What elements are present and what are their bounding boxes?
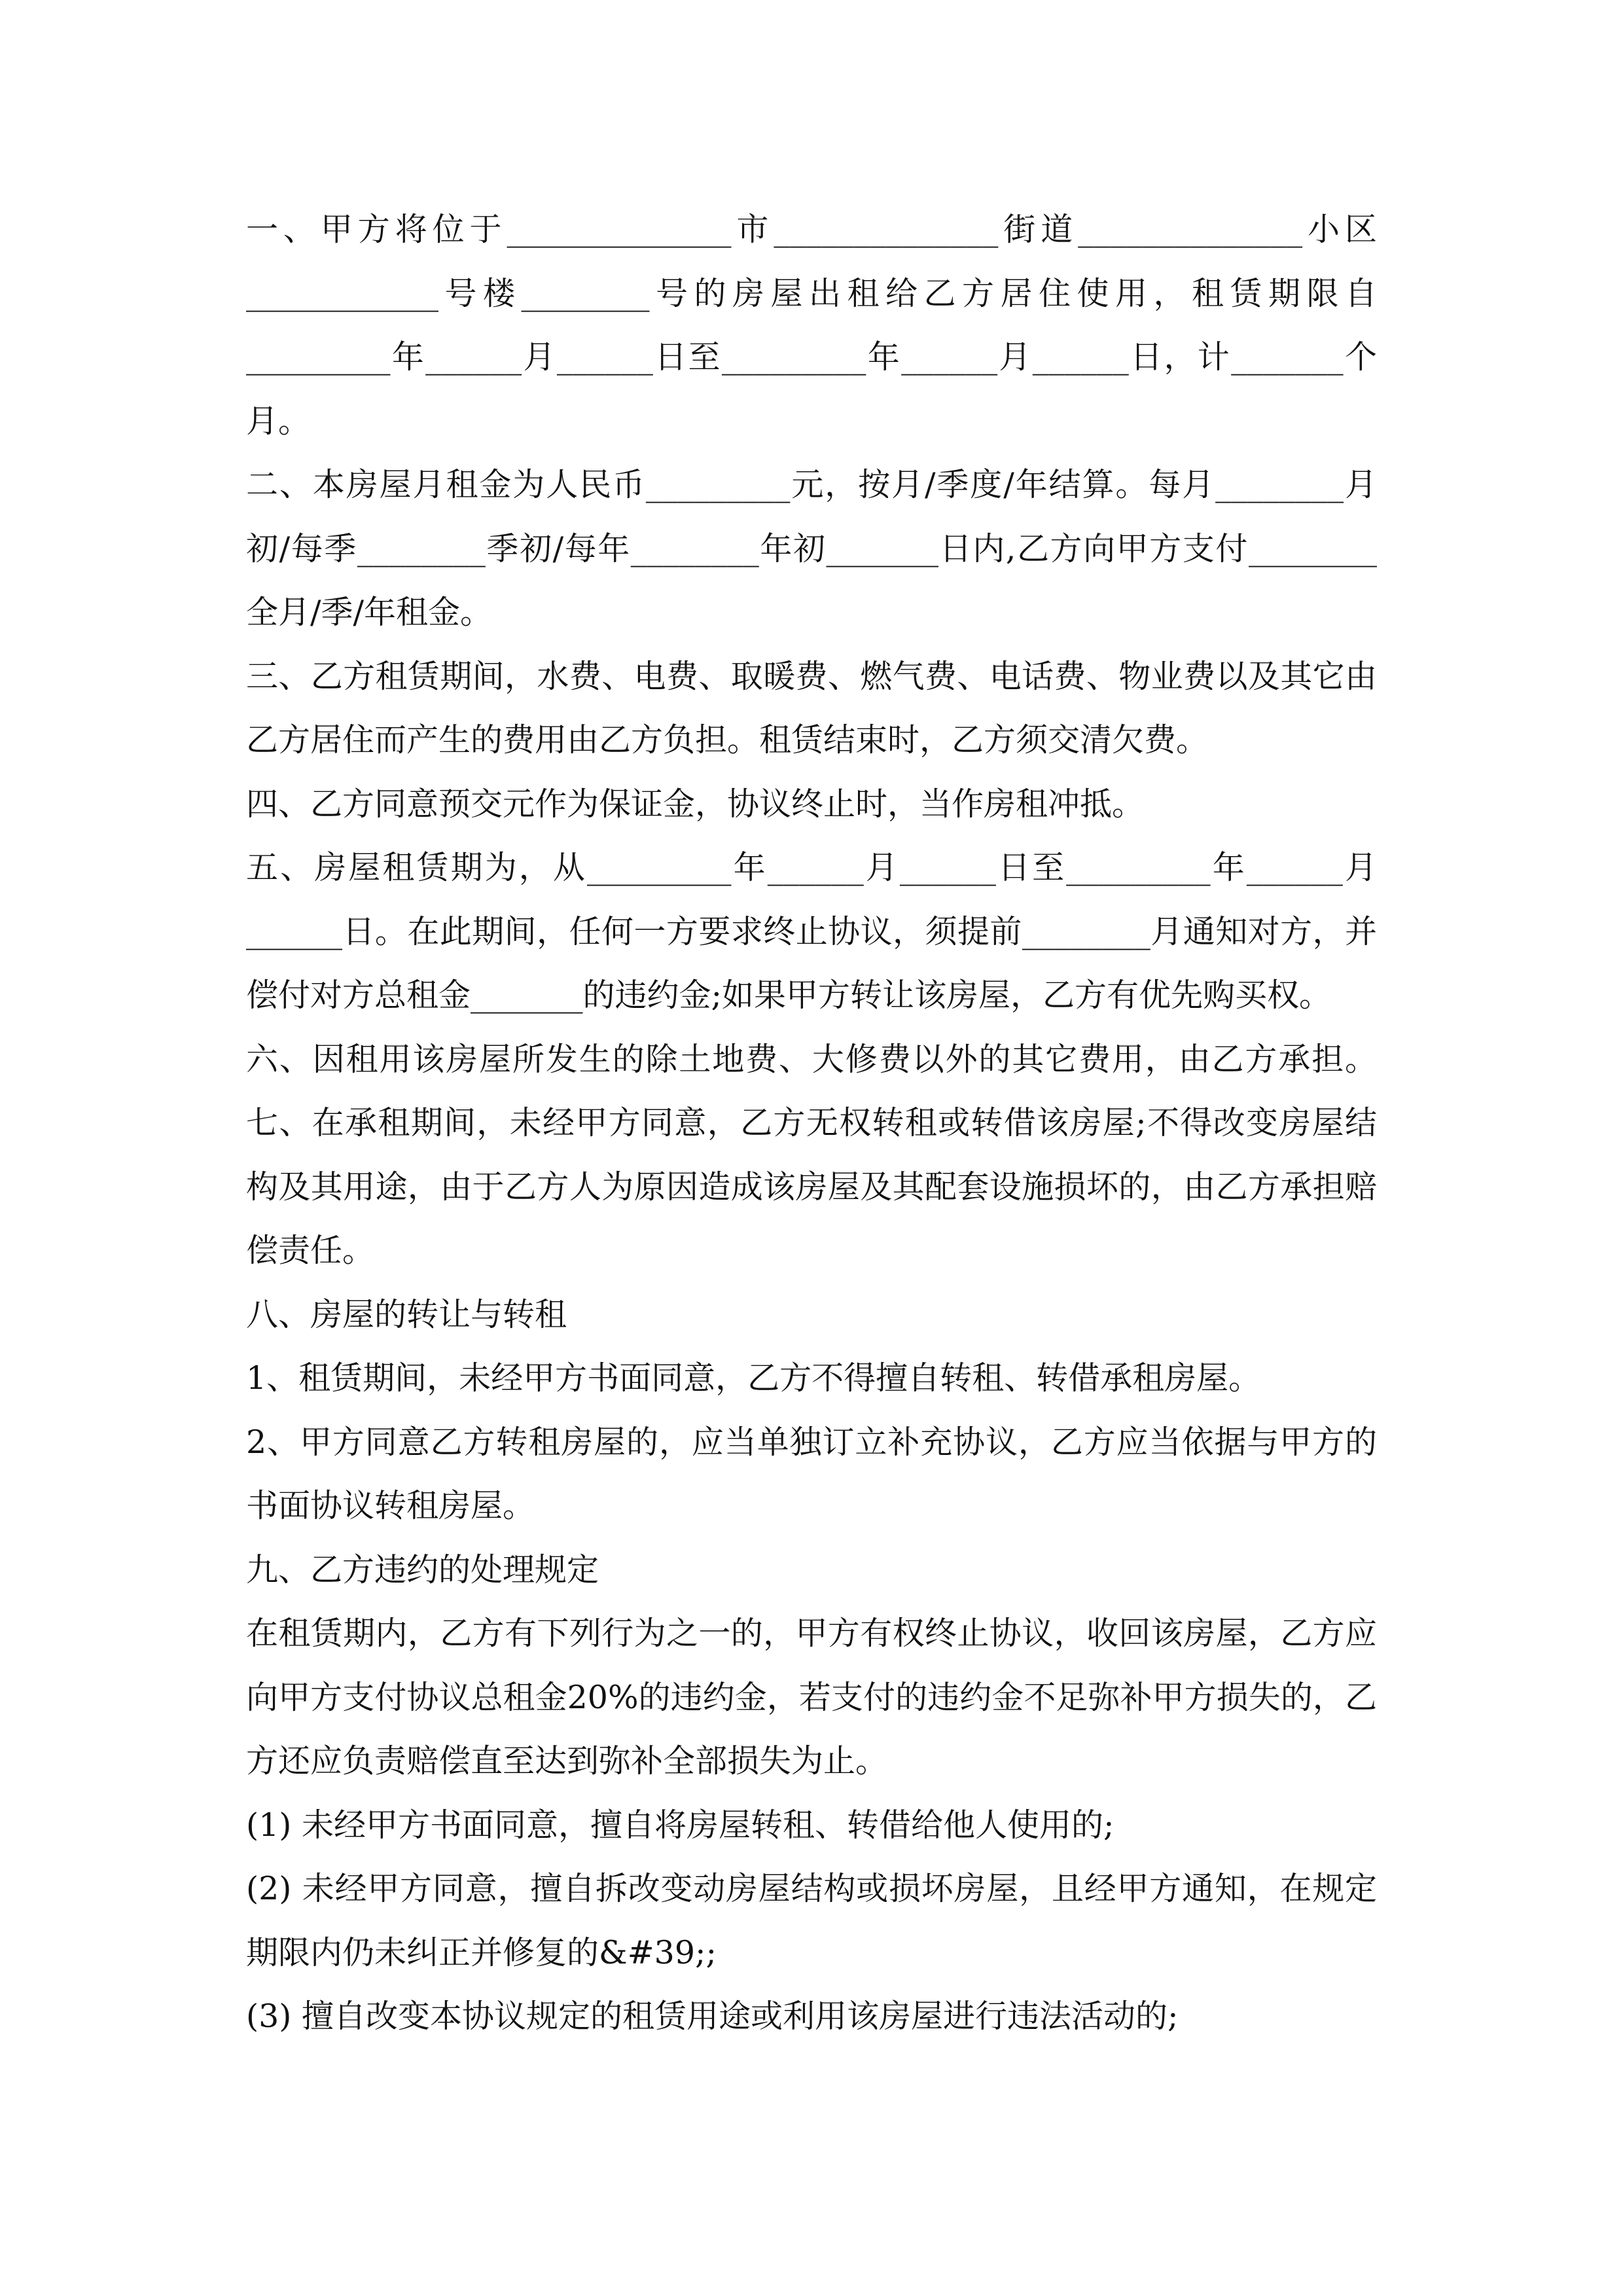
clause-8-item-2: 2、甲方同意乙方转租房屋的，应当单独订立补充协议，乙方应当依据与甲方的 <box>246 1423 1377 1461</box>
clause-5-line: 偿付对方总租金_______的违约金;如果甲方转让该房屋，乙方有优先购买权。 <box>246 977 1332 1014</box>
clause-3-line: 乙方居住而产生的费用由乙方负担。租赁结束时，乙方须交清欠费。 <box>246 721 1209 759</box>
clause-2-line: 全月/季/年租金。 <box>246 594 493 631</box>
clause-8-heading: 八、房屋的转让与转租 <box>246 1295 567 1333</box>
clause-9-line: 方还应负责赔偿直至达到弥补全部损失为止。 <box>246 1742 888 1780</box>
clause-7-line: 构及其用途，由于乙方人为原因造成该房屋及其配套设施损坏的，由乙方承担赔 <box>246 1168 1377 1206</box>
clause-1-line: _________年______月______日至_________年______月______日，计_______个 <box>246 338 1377 376</box>
clause-6-line: 六、因租用该房屋所发生的除土地费、大修费以外的其它费用，由乙方承担。 <box>246 1040 1377 1078</box>
clause-9-item-1: (1) 未经甲方书面同意，擅自将房屋转租、转借给他人使用的; <box>246 1806 1115 1844</box>
clause-1-line: ____________号楼________号的房屋出租给乙方居住使用，租赁期限自 <box>246 274 1377 312</box>
clause-9-item-3: (3) 擅自改变本协议规定的租赁用途或利用该房屋进行违法活动的; <box>246 1998 1179 2035</box>
clause-9-item-2: 期限内仍未纠正并修复的&#39;; <box>246 1933 717 1971</box>
clause-7-line: 七、在承租期间，未经甲方同意，乙方无权转租或转借该房屋;不得改变房屋结 <box>246 1104 1377 1141</box>
clause-1-line: 一、甲方将位于______________市______________街道______________小区 <box>246 211 1377 248</box>
clause-3-line: 三、乙方租赁期间，水费、电费、取暖费、燃气费、电话费、物业费以及其它由 <box>246 657 1377 695</box>
clause-9-item-2: (2) 未经甲方同意，擅自拆改变动房屋结构或损坏房屋，且经甲方通知，在规定 <box>246 1870 1377 1907</box>
clause-5-line: ______日。在此期间，任何一方要求终止协议，须提前________月通知对方，并 <box>246 912 1377 950</box>
clause-8-item-1: 1、租赁期间，未经甲方书面同意，乙方不得擅自转租、转借承租房屋。 <box>246 1359 1261 1397</box>
clause-9-line: 向甲方支付协议总租金20%的违约金，若支付的违约金不足弥补甲方损失的，乙 <box>246 1678 1377 1716</box>
contract-body <box>246 198 1377 2049</box>
clause-8-item-2: 书面协议转租房屋。 <box>246 1487 535 1524</box>
clause-2-line: 二、本房屋月租金为人民币_________元，按月/季度/年结算。每月________月 <box>246 466 1377 503</box>
clause-1-line: 月。 <box>246 402 311 440</box>
clause-2-line: 初/每季________季初/每年________年初_______日内,乙方向甲方支付________ <box>246 529 1377 567</box>
clause-4-line: 四、乙方同意预交元作为保证金，协议终止时，当作房租冲抵。 <box>246 785 1145 823</box>
clause-7-line: 偿责任。 <box>246 1232 375 1269</box>
clause-9-heading: 九、乙方违约的处理规定 <box>246 1551 599 1588</box>
clause-5-line: 五、房屋租赁期为，从_________年______月______日至_________年______月 <box>246 849 1377 886</box>
clause-9-line: 在租赁期内，乙方有下列行为之一的，甲方有权终止协议，收回该房屋，乙方应 <box>246 1615 1377 1652</box>
